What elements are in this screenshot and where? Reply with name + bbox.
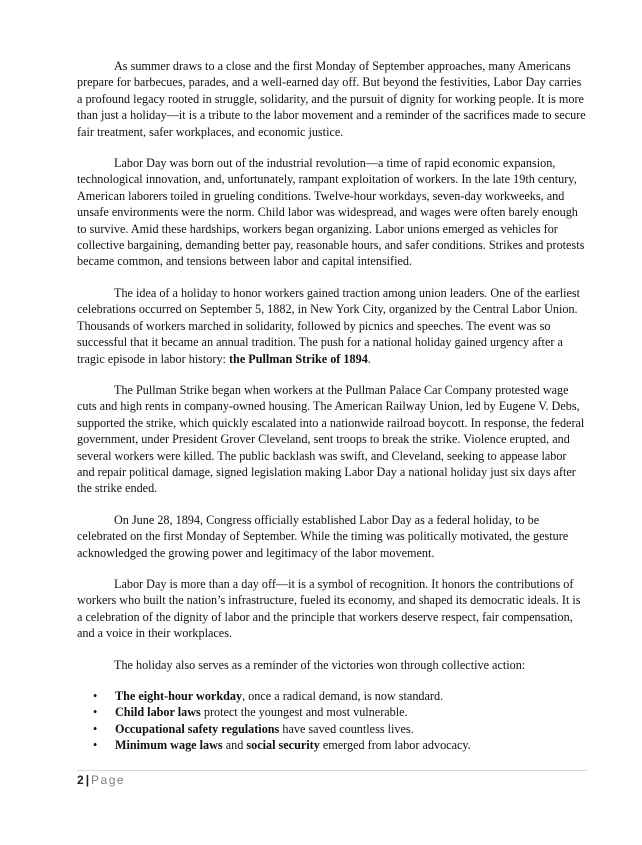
page-label: Page [91,773,126,787]
list-item: • Child labor laws protect the youngest and most vulnerable. [93,705,408,720]
bullet-icon: • [93,738,98,753]
bullet-icon: • [93,705,98,720]
document-body [77,58,587,754]
paragraph-symbol: Labor Day is more than a day off—it is a symbol of recognition. It honors the contributions of workers who built the nation’s infrastructure, fueled its economy, and shaped its democratic ideals. It is a celebration of the dignity of labor and the principle that workers deserve respect, fair compensation, and a voice in their workplaces. [77,576,581,641]
paragraph-first-celebration: The idea of a holiday to honor workers gained traction among union leaders. One of the earliest celebrations occurred on September 5, 1882, in New York City, organized by the Central Labor Union. Thousands of workers marched in solidarity, followed by picnics and speeches. The event was so successful that it became an annual tradition. The push for a national holiday gained urgency after a tragic episode in labor history: the Pullman Strike of 1894. [77,285,581,366]
pullman-strike-emphasis: the Pullman Strike of 1894 [228,351,368,366]
footer-separator: | [85,773,90,787]
paragraph-intro: As summer draws to a close and the first Monday of September approaches, many Americans prepare for barbecues, parades, and a well-earned day off. But beyond the festivities, Labor Day carries a profound legacy rooted in struggle, solidarity, and the pursuit of dignity for working people. It is more than just a holiday—it is a tribute to the labor movement and a reminder of the sacrifices made to secure fair treatment, safer workplaces, and economic justice. [77,59,586,139]
page-number: 2 [77,773,84,787]
list-item: • Minimum wage laws and social security emerged from labor advocacy. [93,738,471,753]
paragraph-victories-intro: The holiday also serves as a reminder of the victories won through collective action: [114,657,526,672]
list-item: • Occupational safety regulations have saved countless lives. [93,721,414,736]
paragraph-origins: Labor Day was born out of the industrial revolution—a time of rapid economic expansion, technological innovation, and, unfortunately, rampant exploitation of workers. In the late 19th century, American laborers toiled in grueling conditions. Twelve-hour workdays, seven-day workweeks, and unsafe environments were the norm. Child labor was widespread, and wages were often barely enough to survive. Amid these hardships, workers began organizing. Labor unions emerged as vehicles for collective bargaining, demanding better pay, reasonable hours, and safer conditions. Strikes and protests became common, and tensions between labor and capital intensified. [77,156,585,269]
paragraph-federal-holiday: On June 28, 1894, Congress officially established Labor Day as a federal holiday, to be celebrated on the first Monday of September. While the timing was politically motivated, the gesture acknowledged the growing power and legitimacy of the labor movement. [77,512,569,560]
page-footer [77,770,587,787]
bullet-icon: • [93,689,98,703]
bullet-icon: • [93,721,98,736]
list-item: • The eight-hour workday, once a radical demand, is now standard. [93,689,444,703]
victories-list [77,688,587,754]
paragraph-pullman-strike: The Pullman Strike began when workers at the Pullman Palace Car Company protested wage cuts and high rents in company-owned housing. The American Railway Union, led by Eugene V. Debs, supported the strike, which quickly escalated into a nationwide railroad boycott. In response, the federal government, under President Grover Cleveland, sent troops to break the strike. Violence erupted, and several workers were killed. The public backlash was swift, and Cleveland, seeking to appease labor and repair political damage, signed legislation making Labor Day a national holiday just six days after the strike ended. [77,382,585,496]
